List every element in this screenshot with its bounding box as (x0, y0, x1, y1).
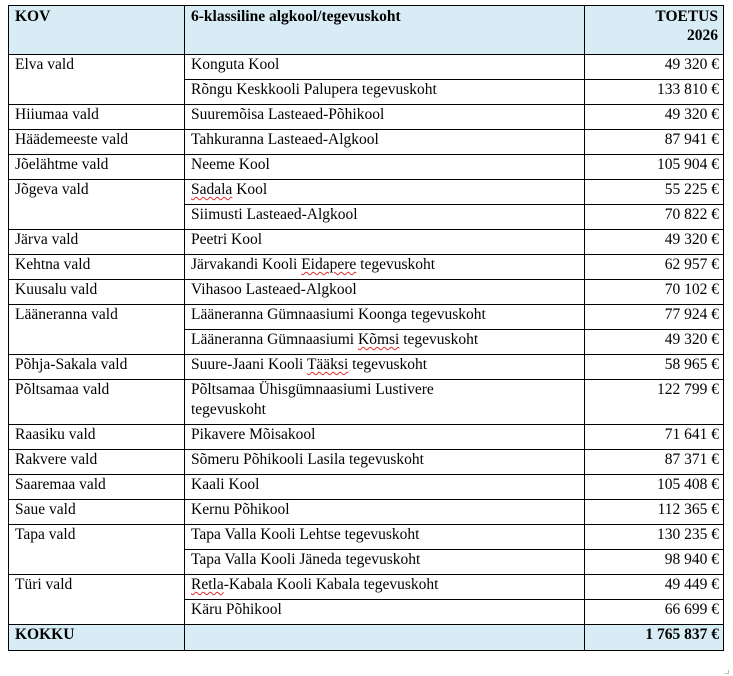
kov-cell: Järva vald (9, 230, 185, 255)
table-row (9, 55, 724, 80)
school-cell: Käru Põhikool (185, 600, 585, 625)
total-row (9, 625, 724, 651)
amount-cell: 105 408 € (585, 475, 724, 500)
school-name-part: Suure-Jaani Kooli (191, 356, 307, 373)
table-row (9, 425, 724, 450)
school-name-part: Järvakandi Kooli (191, 256, 302, 273)
kov-cell: Rakvere vald (9, 450, 185, 475)
total-empty-cell (185, 625, 585, 651)
kov-cell: Kehtna vald (9, 255, 185, 280)
table-row (9, 475, 724, 500)
school-cell: Neeme Kool (185, 155, 585, 180)
school-cell: Kaali Kool (185, 475, 585, 500)
school-cell: Pikavere Mõisakool (185, 425, 585, 450)
table-row (9, 255, 724, 280)
school-name-part: tegevuskoht (356, 256, 436, 273)
kov-cell: Raasiku vald (9, 425, 185, 450)
school-cell: Tapa Valla Kooli Lehtse tegevuskoht (185, 525, 585, 550)
amount-cell: 87 371 € (585, 450, 724, 475)
header-amount-line2: 2026 (687, 27, 718, 44)
kov-cell (9, 80, 185, 105)
table-row (9, 330, 724, 355)
amount-cell: 70 102 € (585, 280, 724, 305)
header-amount-line1: TOETUS (655, 8, 718, 25)
amount-cell: 77 924 € (585, 305, 724, 330)
amount-cell: 112 365 € (585, 500, 724, 525)
school-cell: Sõmeru Põhikooli Lasila tegevuskoht (185, 450, 585, 475)
table-header-row (9, 6, 724, 55)
school-cell: Siimusti Lasteaed-Algkool (185, 205, 585, 230)
school-cell: Konguta Kool (185, 55, 585, 80)
amount-cell: 105 904 € (585, 155, 724, 180)
school-cell (185, 355, 585, 380)
table-row (9, 305, 724, 330)
table-row (9, 600, 724, 625)
kov-cell (9, 550, 185, 575)
kov-cell: Jõgeva vald (9, 180, 185, 205)
kov-cell: Põltsamaa vald (9, 380, 185, 425)
total-amount: 1 765 837 € (585, 625, 724, 651)
amount-cell: 49 449 € (585, 575, 724, 600)
amount-cell: 70 822 € (585, 205, 724, 230)
school-cell: Tahkuranna Lasteaed-Algkool (185, 130, 585, 155)
school-name-part: Sadala (191, 181, 233, 198)
table-row (9, 525, 724, 550)
amount-cell: 49 320 € (585, 55, 724, 80)
table-row (9, 450, 724, 475)
school-name-part: Kool (232, 181, 268, 198)
kov-cell: Türi vald (9, 575, 185, 600)
table-row (9, 550, 724, 575)
school-cell (185, 180, 585, 205)
kov-cell (9, 205, 185, 230)
kov-cell: Tapa vald (9, 525, 185, 550)
kov-cell: Jõelähtme vald (9, 155, 185, 180)
table-row (9, 575, 724, 600)
kov-cell: Saaremaa vald (9, 475, 185, 500)
table-row (9, 380, 724, 425)
school-name-part: tegevuskoht (399, 331, 479, 348)
amount-cell: 49 320 € (585, 230, 724, 255)
kov-cell (9, 600, 185, 625)
kov-cell: Kuusalu vald (9, 280, 185, 305)
school-name-part: Tääksi (306, 356, 349, 373)
amount-cell: 122 799 € (585, 380, 724, 425)
amount-cell: 87 941 € (585, 130, 724, 155)
table-row (9, 105, 724, 130)
school-name-part: Kõmsi (358, 331, 400, 348)
table-row (9, 155, 724, 180)
table-row (9, 280, 724, 305)
amount-cell: 58 965 € (585, 355, 724, 380)
kov-cell: Elva vald (9, 55, 185, 80)
kov-cell: Häädemeeste vald (9, 130, 185, 155)
school-cell: Peetri Kool (185, 230, 585, 255)
header-amount (585, 6, 724, 55)
school-name-part: Retla (191, 576, 224, 593)
school-name-part: Lääneranna Gümnaasiumi (191, 331, 358, 348)
school-cell (185, 255, 585, 280)
school-name-line: Põltsamaa Ühisgümnaasiumi Lustivere (191, 381, 434, 398)
table-row (9, 230, 724, 255)
header-school: 6-klassiline algkool/tegevuskoht (185, 6, 585, 55)
amount-cell: 55 225 € (585, 180, 724, 205)
amount-cell: 49 320 € (585, 330, 724, 355)
school-cell: Vihasoo Lasteaed-Algkool (185, 280, 585, 305)
school-cell: Tapa Valla Kooli Jäneda tegevuskoht (185, 550, 585, 575)
school-name-part: -Kabala Kooli Kabala tegevuskoht (223, 576, 439, 593)
table-row (9, 80, 724, 105)
table-row (9, 205, 724, 230)
amount-cell: 49 320 € (585, 105, 724, 130)
school-cell: Rõngu Keskkooli Palupera tegevuskoht (185, 80, 585, 105)
kov-cell (9, 330, 185, 355)
school-name-part: tegevuskoht (348, 356, 428, 373)
kov-cell: Hiiumaa vald (9, 105, 185, 130)
table-row (9, 180, 724, 205)
kov-cell: Põhja-Sakala vald (9, 355, 185, 380)
school-name-part: Eidapere (301, 256, 357, 273)
school-cell (185, 380, 585, 425)
school-cell: Kernu Põhikool (185, 500, 585, 525)
table-row (9, 500, 724, 525)
amount-cell: 66 699 € (585, 600, 724, 625)
school-cell (185, 330, 585, 355)
total-label: KOKKU (9, 625, 185, 651)
school-cell: Suuremõisa Lasteaed-Põhikool (185, 105, 585, 130)
school-cell: Lääneranna Gümnaasiumi Koonga tegevuskoht (185, 305, 585, 330)
page-corner-mark (725, 670, 729, 674)
amount-cell: 133 810 € (585, 80, 724, 105)
amount-cell: 130 235 € (585, 525, 724, 550)
amount-cell: 98 940 € (585, 550, 724, 575)
kov-cell: Lääneranna vald (9, 305, 185, 330)
table-row (9, 355, 724, 380)
amount-cell: 71 641 € (585, 425, 724, 450)
amount-cell: 62 957 € (585, 255, 724, 280)
funding-table (8, 5, 724, 651)
kov-cell: Saue vald (9, 500, 185, 525)
school-name-line: tegevuskoht (191, 401, 266, 418)
table-row (9, 130, 724, 155)
school-cell (185, 575, 585, 600)
header-kov: KOV (9, 6, 185, 55)
